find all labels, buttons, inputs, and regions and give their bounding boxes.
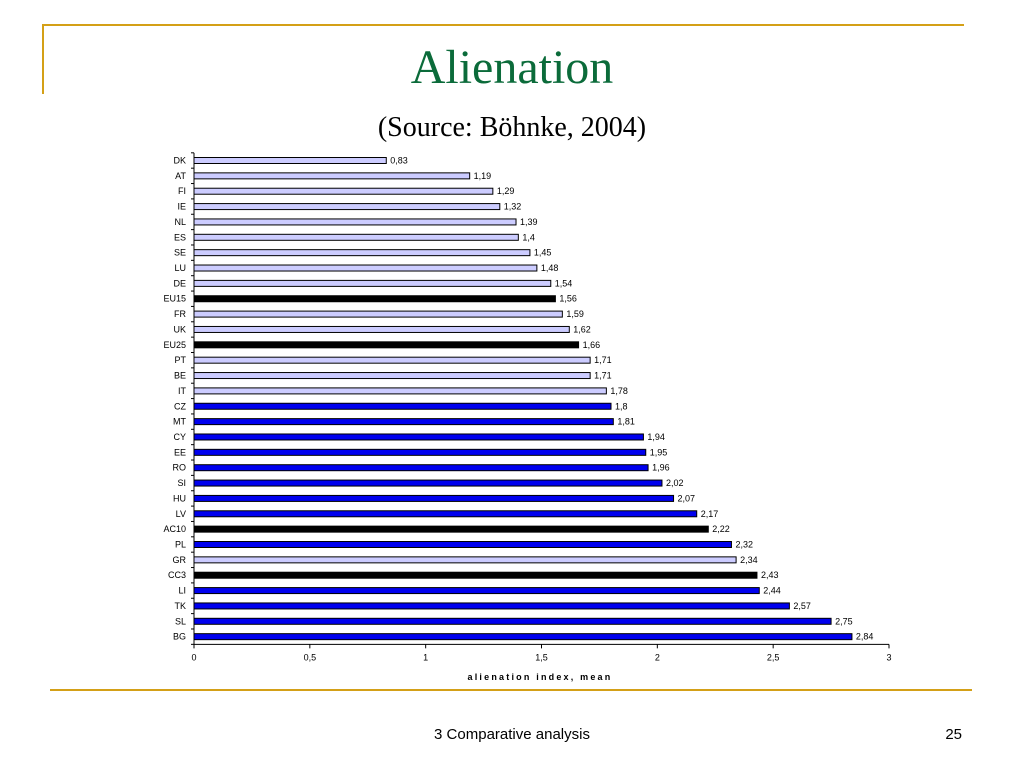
category-label-lv: LV <box>175 508 186 519</box>
category-label-fr: FR <box>174 309 186 320</box>
bar-ie <box>194 204 500 210</box>
value-label-cc3: 2,43 <box>760 570 779 581</box>
bar-se <box>194 250 530 256</box>
value-label-cz: 1,8 <box>615 401 628 412</box>
bar-ro <box>194 465 648 471</box>
value-label-at: 1,19 <box>473 170 492 181</box>
category-label-cy: CY <box>173 431 186 442</box>
value-label-ro: 1,96 <box>652 462 670 473</box>
value-label-be: 1,71 <box>594 370 612 381</box>
x-tick-label: 1 <box>423 652 429 663</box>
value-label-fr: 1,59 <box>566 309 584 320</box>
category-label-cz: CZ <box>174 401 186 412</box>
value-label-lv: 2,17 <box>700 508 719 519</box>
category-label-at: AT <box>175 170 186 181</box>
value-label-ac10: 2,22 <box>712 524 730 535</box>
value-label-mt: 1,81 <box>617 416 635 427</box>
value-label-bg: 2,84 <box>855 631 874 642</box>
bar-uk <box>194 326 569 332</box>
category-label-it: IT <box>178 385 186 396</box>
bar-dk <box>194 158 386 164</box>
category-label-hu: HU <box>173 493 186 504</box>
category-label-es: ES <box>173 232 186 243</box>
value-label-eu15: 1,56 <box>559 293 577 304</box>
value-label-fi: 1,29 <box>496 186 515 197</box>
category-label-de: DE <box>173 278 186 289</box>
value-label-ie: 1,32 <box>503 201 522 212</box>
bar-cz <box>194 403 611 409</box>
bar-es <box>194 234 518 240</box>
bar-cc3 <box>194 572 757 578</box>
category-label-bg: BG <box>172 631 186 642</box>
x-tick-label: 3 <box>886 652 892 663</box>
category-label-nl: NL <box>174 216 186 227</box>
bar-pl <box>194 542 731 548</box>
category-label-se: SE <box>173 247 186 258</box>
bar-pt <box>194 357 590 363</box>
bar-tk <box>194 603 789 609</box>
value-label-eu25: 1,66 <box>582 339 601 350</box>
bar-lu <box>194 265 537 271</box>
value-label-de: 1,54 <box>554 278 573 289</box>
value-label-pl: 2,32 <box>735 539 754 550</box>
bar-cy <box>194 434 643 440</box>
category-label-lu: LU <box>174 263 186 274</box>
category-label-be: BE <box>173 370 186 381</box>
value-label-dk: 0,83 <box>390 155 408 166</box>
bar-ac10 <box>194 526 708 532</box>
value-label-lu: 1,48 <box>540 263 559 274</box>
bar-li <box>194 588 759 594</box>
category-label-fi: FI <box>178 186 186 197</box>
category-label-uk: UK <box>173 324 186 335</box>
value-label-si: 2,02 <box>665 478 684 489</box>
bar-mt <box>194 419 613 425</box>
category-label-gr: GR <box>172 554 186 565</box>
bar-eu25 <box>194 342 579 348</box>
bar-hu <box>194 495 674 501</box>
category-label-dk: DK <box>173 155 186 166</box>
value-label-sl: 2,75 <box>835 616 853 627</box>
bar-be <box>194 373 590 379</box>
bar-sl <box>194 618 831 624</box>
bar-gr <box>194 557 736 563</box>
category-label-pt: PT <box>174 355 186 366</box>
category-label-tk: TK <box>174 600 186 611</box>
category-label-sl: SL <box>174 616 186 627</box>
category-label-pl: PL <box>174 539 186 550</box>
bar-at <box>194 173 470 179</box>
x-tick-label: 0,5 <box>303 652 317 663</box>
value-label-uk: 1,62 <box>573 324 591 335</box>
value-label-tk: 2,57 <box>793 600 811 611</box>
x-tick-label: 0 <box>191 652 197 663</box>
slide-number: 25 <box>945 726 962 743</box>
slide-subtitle: (Source: Böhnke, 2004) <box>377 112 647 143</box>
value-label-pt: 1,71 <box>594 355 612 366</box>
x-tick-label: 2,5 <box>766 652 780 663</box>
bar-eu15 <box>194 296 555 302</box>
slide-title: Alienation <box>410 41 614 94</box>
value-label-es: 1,4 <box>522 232 535 243</box>
bar-nl <box>194 219 516 225</box>
value-label-ee: 1,95 <box>649 447 668 458</box>
category-label-eu15: EU15 <box>163 293 186 304</box>
value-label-nl: 1,39 <box>520 216 538 227</box>
category-label-ie: IE <box>177 201 186 212</box>
bar-fi <box>194 188 493 194</box>
bar-it <box>194 388 606 394</box>
value-label-it: 1,78 <box>610 385 628 396</box>
bar-si <box>194 480 662 486</box>
bar-bg <box>194 634 852 640</box>
category-label-eu25: EU25 <box>163 339 186 350</box>
bar-lv <box>194 511 697 517</box>
value-label-gr: 2,34 <box>740 554 758 565</box>
x-axis-title: alienation index, mean <box>467 672 613 682</box>
category-label-ro: RO <box>172 462 186 473</box>
bar-ee <box>194 449 646 455</box>
footer-section-title: 3 Comparative analysis <box>434 726 590 743</box>
category-label-ac10: AC10 <box>163 524 186 535</box>
x-tick-label: 2 <box>654 652 660 663</box>
bars-layer <box>163 156 873 642</box>
x-tick-label: 1,5 <box>535 652 548 663</box>
bar-de <box>194 280 551 286</box>
value-label-cy: 1,94 <box>647 431 665 442</box>
category-label-cc3: CC3 <box>167 570 186 581</box>
value-label-hu: 2,07 <box>677 493 696 504</box>
category-label-li: LI <box>178 585 186 596</box>
value-label-li: 2,44 <box>763 585 781 596</box>
category-label-ee: EE <box>173 447 186 458</box>
bar-fr <box>194 311 562 317</box>
category-label-mt: MT <box>173 416 186 427</box>
value-label-se: 1,45 <box>533 247 552 258</box>
category-label-si: SI <box>177 478 186 489</box>
